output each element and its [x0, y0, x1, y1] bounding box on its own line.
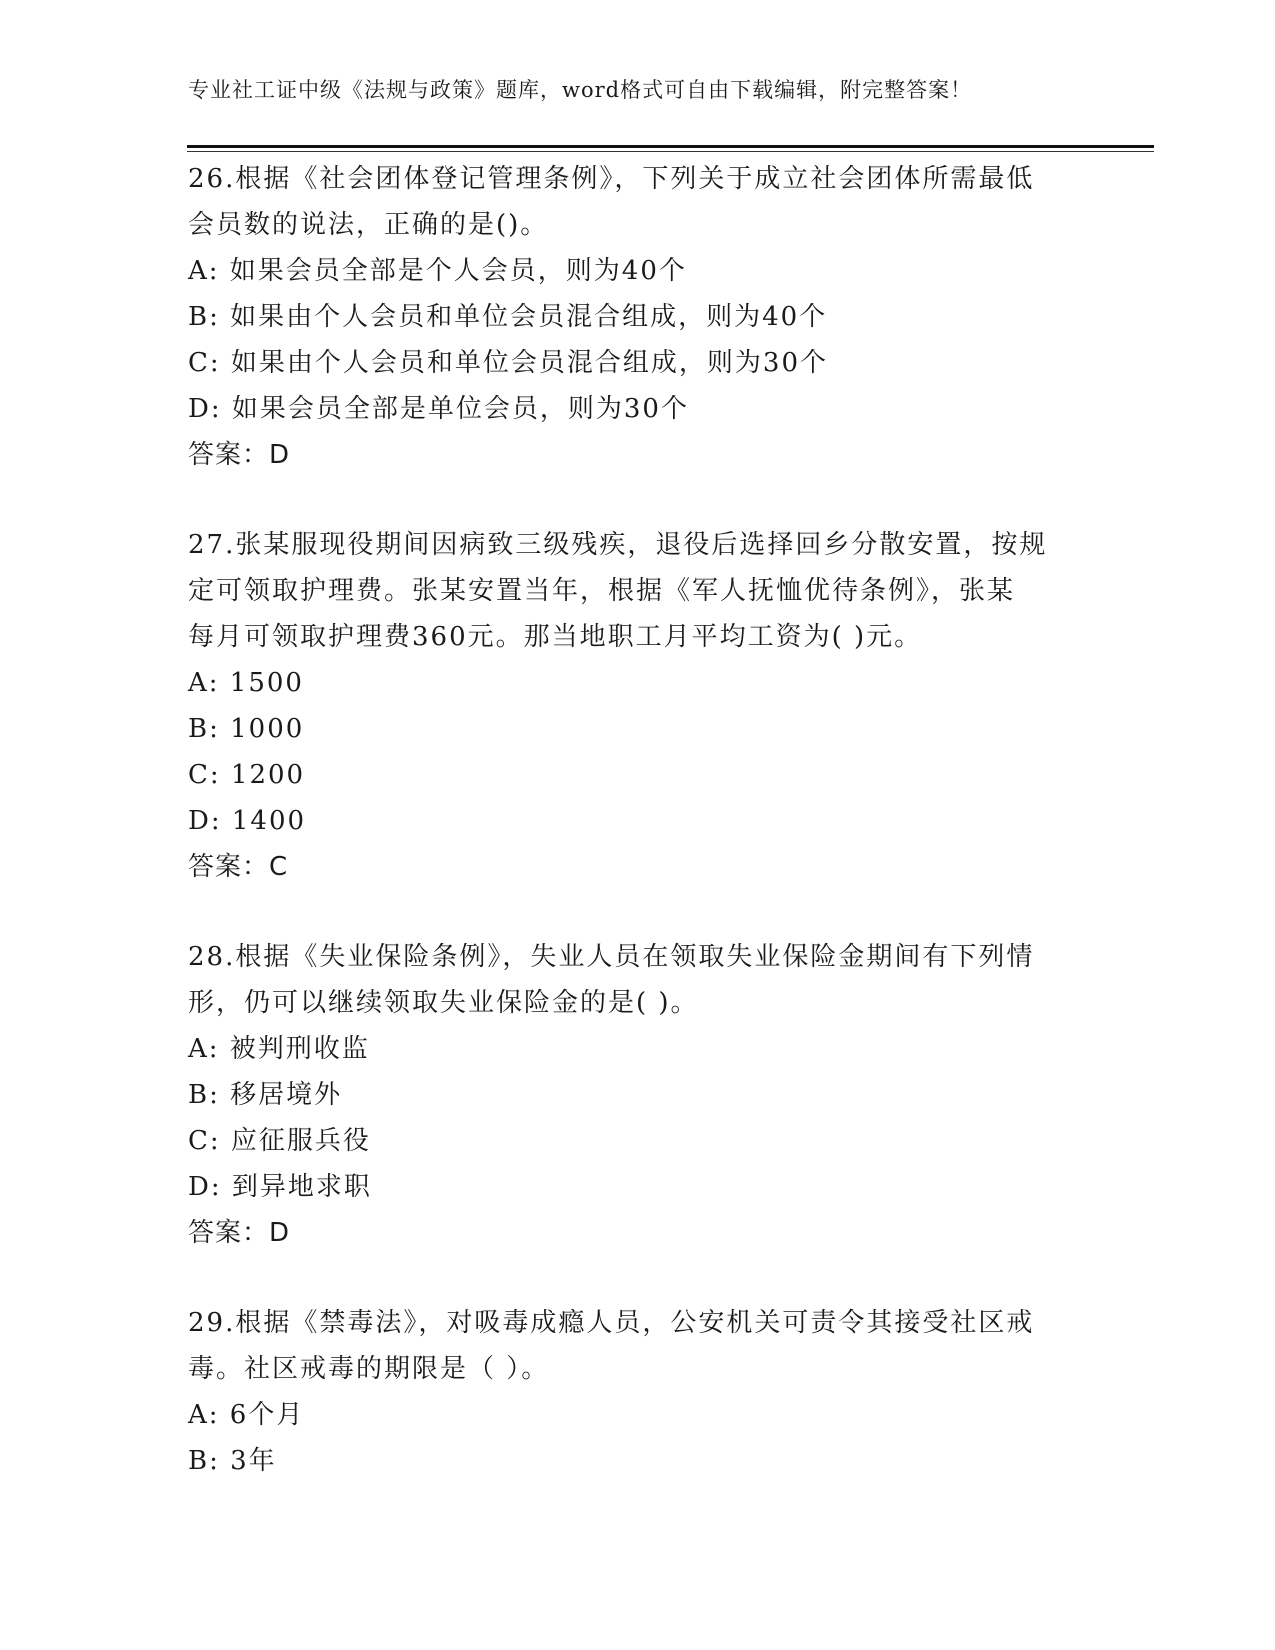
question-text-line: 28.根据《失业保险条例》，失业人员在领取失业保险金期间有下列情 — [188, 942, 1035, 972]
option-a: A: 被判刑收监 — [188, 1034, 370, 1064]
option-a: A: 1500 — [188, 668, 304, 698]
header-rule — [187, 145, 1154, 148]
option-b: B: 如果由个人会员和单位会员混合组成，则为40个 — [188, 302, 828, 332]
question-text-line: 每月可领取护理费360元。那当地职工月平均工资为( )元。 — [188, 622, 923, 652]
answer: 答案：C — [188, 852, 289, 882]
option-a: A: 6个月 — [188, 1400, 305, 1430]
option-b: B: 移居境外 — [188, 1080, 343, 1110]
option-b: B: 3年 — [188, 1446, 277, 1476]
answer: 答案：D — [188, 440, 291, 470]
option-c: C: 如果由个人会员和单位会员混合组成，则为30个 — [188, 348, 829, 378]
option-d: D: 1400 — [188, 806, 307, 836]
spacer — [188, 890, 1068, 934]
question-28 — [188, 934, 1068, 1256]
question-29 — [188, 1300, 1068, 1484]
answer: 答案：D — [188, 1218, 291, 1248]
question-text-line: 27.张某服现役期间因病致三级残疾，退役后选择回乡分散安置，按规 — [188, 530, 1048, 560]
question-list — [188, 156, 1068, 1484]
spacer — [188, 478, 1068, 522]
question-text-line: 定可领取护理费。张某安置当年，根据《军人抚恤优待条例》，张某 — [188, 576, 1016, 606]
question-text-line: 29.根据《禁毒法》，对吸毒成瘾人员，公安机关可责令其接受社区戒 — [188, 1308, 1035, 1338]
page-header: 专业社工证中级《法规与政策》题库，word格式可自由下载编辑，附完整答案！ — [188, 78, 973, 102]
question-text-line: 毒。社区戒毒的期限是（ ）。 — [188, 1354, 550, 1384]
option-b: B: 1000 — [188, 714, 305, 744]
question-text-line: 26.根据《社会团体登记管理条例》，下列关于成立社会团体所需最低 — [188, 164, 1035, 194]
question-26 — [188, 156, 1068, 478]
question-27 — [188, 522, 1068, 890]
option-a: A: 如果会员全部是个人会员，则为40个 — [188, 256, 687, 286]
option-d: D: 如果会员全部是单位会员，则为30个 — [188, 394, 689, 424]
question-text-line: 形，仍可以继续领取失业保险金的是( )。 — [188, 988, 699, 1018]
question-text-line: 会员数的说法，正确的是()。 — [188, 210, 549, 240]
option-c: C: 1200 — [188, 760, 306, 790]
header-rule-thin — [187, 151, 1154, 152]
spacer — [188, 1256, 1068, 1300]
option-d: D: 到异地求职 — [188, 1172, 372, 1202]
option-c: C: 应征服兵役 — [188, 1126, 371, 1156]
